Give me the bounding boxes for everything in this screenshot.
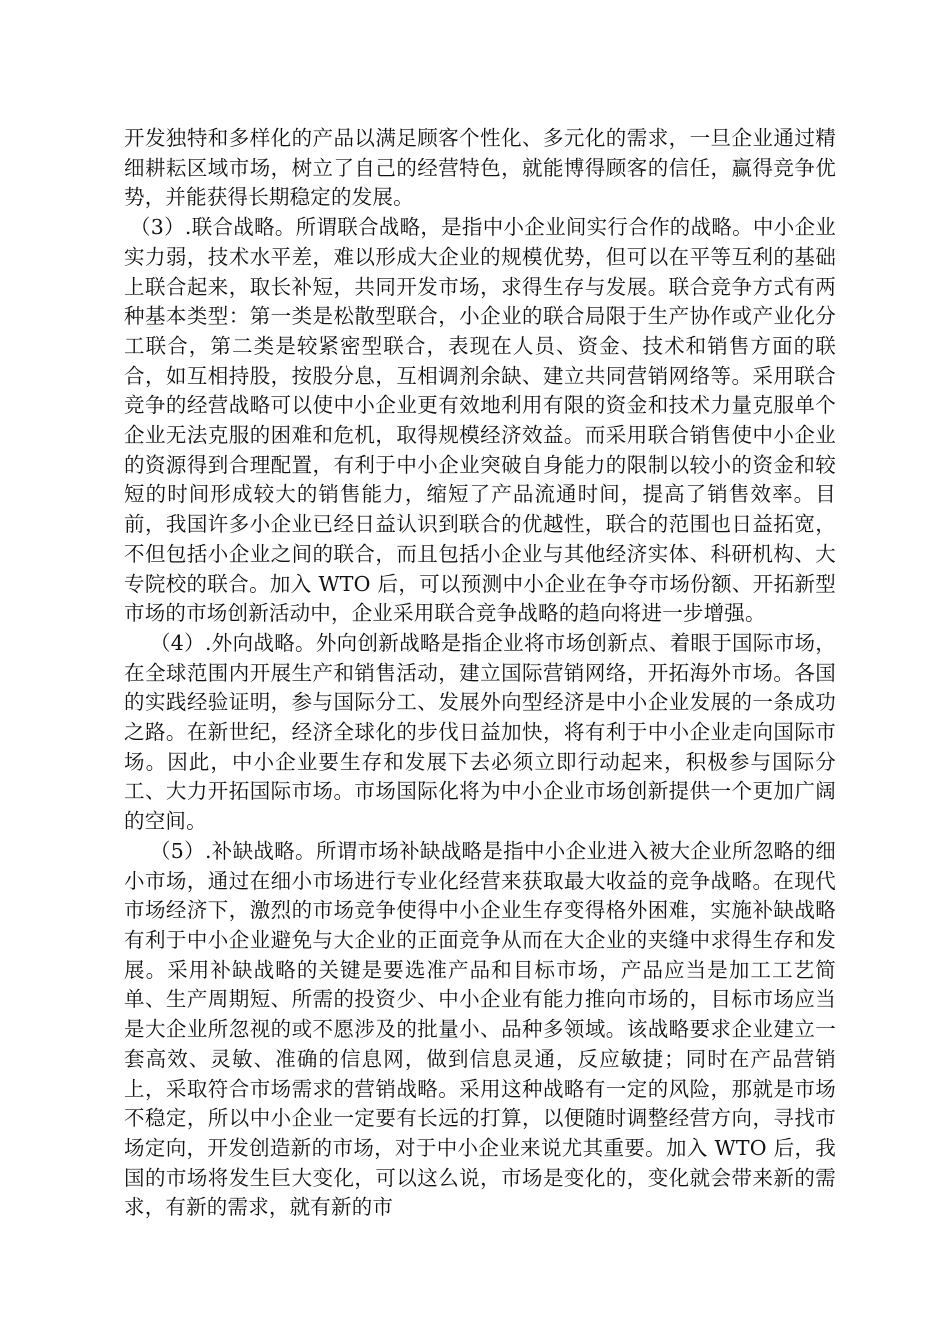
- paragraph-continued-intro: 开发独特和多样化的产品以满足顾客个性化、多元化的需求，一旦企业通过精细耕耘区域市场，树立了自己的经营特色，就能博得顾客的信任，赢得竞争优势，并能获得长期稳定的发展。: [124, 126, 836, 210]
- paragraph-niche-strategy: （5）.补缺战略。所谓市场补缺战略是指中小企业进入被大企业所忽略的细小市场，通过在细小市场进行专业化经营来获取最大收益的竞争战略。在现代市场经济下，激烈的市场竞争使得中小企业生存变得格外困难，实施补缺战略有利于中小企业避免与大企业的正面竞争从而在大企业的夹缝中求得生存和发展。采用补缺战略的关键是要选准产品和目标市场，产品应当是加工工艺简单、生产周期短、所需的投资少、中小企业有能力推向市场的，目标市场应当是大企业所忽视的或不愿涉及的批量小、品种多领域。该战略要求企业建立一套高效、灵敏、准确的信息网，做到信息灵通，反应敏捷；同时在产品营销上，采取符合市场需求的营销战略。采用这种战略有一定的风险，那就是市场不稳定，所以中小企业一定要有长远的打算，以便随时调整经营方向，寻找市场定向，开发创造新的市场，对于中小企业来说尤其重要。加入 WTO 后，我国的市场将发生巨大变化，可以这么说，市场是变化的，变化就会带来新的需求，有新的需求，就有新的市: [124, 838, 836, 1220]
- paragraph-alliance-strategy: （3）.联合战略。所谓联合战略，是指中小企业间实行合作的战略。中小企业实力弱，技术水平差，难以形成大企业的规模优势，但可以在平等互利的基础上联合起来，取长补短，共同开发市场，求得生存与发展。联合竞争方式有两种基本类型：第一类是松散型联合，小企业的联合局限于生产协作或产业化分工联合，第二类是较紧密型联合，表现在人员、资金、技术和销售方面的联合，如互相持股，按股分息，互相调剂余缺、建立共同营销网络等。采用联合竞争的经营战略可以使中小企业更有效地利用有限的资金和技术力量克服单个企业无法克服的困难和危机，取得规模经济效益。而采用联合销售使中小企业的资源得到合理配置，有利于中小企业突破自身能力的限制以较小的资金和较短的时间形成较大的销售能力，缩短了产品流通时间，提高了销售效率。目前，我国许多小企业已经日益认识到联合的优越性，联合的范围也日益拓宽，不但包括小企业之间的联合，而且包括小企业与其他经济实体、科研机构、大专院校的联合。加入 WTO 后，可以预测中小企业在争夺市场份额、开拓新型市场的市场创新活动中，企业采用联合竞争战略的趋向将进一步增强。: [124, 215, 836, 626]
- document-body: [124, 124, 836, 1223]
- paragraph-outward-strategy: （4）.外向战略。外向创新战略是指企业将市场创新点、着眼于国际市场，在全球范围内开展生产和销售活动，建立国际营销网络，开拓海外市场。各国的实践经验证明，参与国际分工、发展外向型经济是中小企业发展的一条成功之路。在新世纪，经济全球化的步伐日益加快，将有利于中小企业走向国际市场。因此，中小企业要生存和发展下去必须立即行动起来，积极参与国际分工、大力开拓国际市场。市场国际化将为中小企业市场创新提供一个更加广阔的空间。: [124, 630, 836, 834]
